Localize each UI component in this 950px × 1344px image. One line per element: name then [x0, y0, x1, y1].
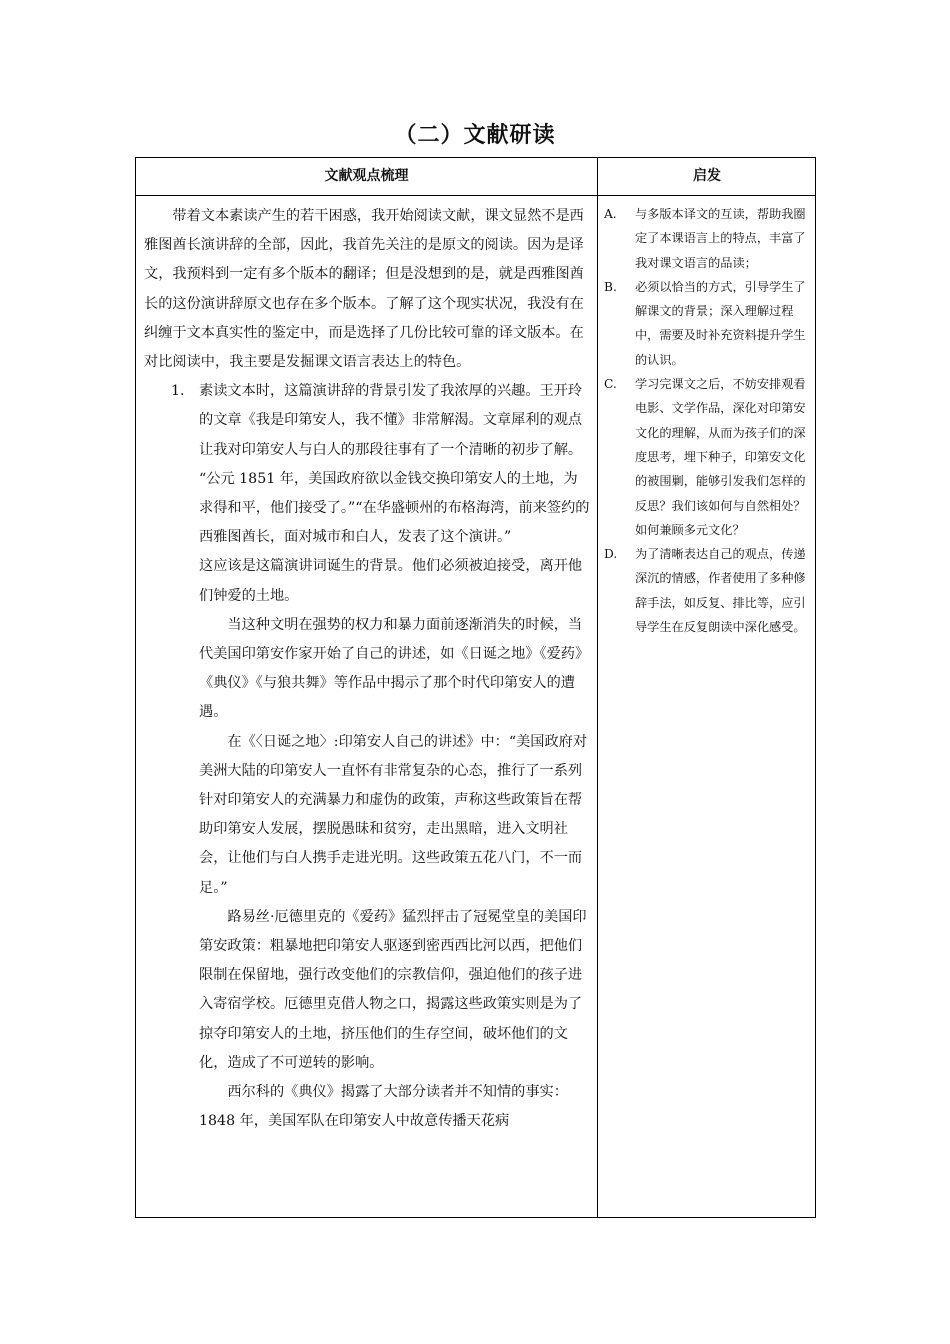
paragraph-works: 当这种文明在强势的权力和暴力面前逐渐消失的时候，当代美国印第安作家开始了自己的讲述，如《日诞之地》《爱药》《典仪》《与狼共舞》等作品中揭示了那个时代印第安人的遭遇。	[199, 616, 590, 721]
option-label: A.	[604, 207, 617, 221]
inspiration-cell	[604, 202, 814, 639]
option-label: C.	[604, 377, 617, 392]
option-text: 为了清晰表达自己的观点，传递深沉的情感，作者使用了多种修辞手法，如反复、排比等，应引导学生在反复朗读中深化感受。	[635, 547, 806, 635]
table-header-row	[136, 158, 815, 196]
option-label: D.	[604, 547, 618, 562]
option-text: 与多版本译文的互读，帮助我圈定了本课语言上的特点，丰富了我对课文语言的品读；	[635, 207, 806, 270]
background-comment: 这应该是这篇演讲词诞生的背景。他们必须被迫接受，离开他们钟爱的土地。	[199, 558, 583, 604]
paragraph-land-of-sunrise: 在《〈日诞之地〉:印第安人自己的讲述》中：“美国政府对美洲大陆的印第安人一直怀有非常复杂的心态，推行了一系列针对印第安人的充满暴力和虚伪的政策，声称这些政策旨在帮助印第安人发展，摆脱愚昧和贫穷，走出黑暗，进入文明社会，让他们与白人携手走进光明。这些政策五花八门，不一而足。”	[199, 733, 588, 896]
page-title: （二）文献研读	[394, 123, 556, 148]
option-d	[604, 542, 814, 639]
option-c	[604, 372, 814, 542]
header-literature-views: 文献观点梳理	[324, 168, 409, 184]
option-text: 学习完课文之后，不妨安排观看电影、文学作品，深化对印第安文化的理解，从而为孩子们的深度思考，埋下种子，印第安文化的被围剿，能够引发我们怎样的反思？我们该如何与自然相处？如何兼顾多元文化？	[635, 377, 806, 537]
option-b	[604, 275, 814, 372]
paragraph-ceremony: 西尔科的《典仪》揭露了大部分读者并不知情的事实：1848 年，美国军队在印第安人中故意传播天花病	[199, 1084, 568, 1130]
numbered-item-1	[144, 377, 590, 465]
literature-views-cell	[144, 202, 590, 1137]
header-inspiration: 启发	[693, 168, 721, 184]
option-label: B.	[604, 279, 617, 294]
column-divider	[597, 158, 598, 1217]
intro-paragraph: 带着文本素读产生的若干困惑，我开始阅读文献，课文显然不是西雅图酋长演讲辞的全部，因此，我首先关注的是原文的阅读。因为是译文，我预料到一定有多个版本的翻译；但是没想到的是，就是西雅图酋长的这份演讲辞原文也存在多个版本。了解了这个现实状况，我没有在纠缠于文本真实性的鉴定中，而是选择了几份比较可靠的译文版本。在对比阅读中，我主要是发掘课文语言表达上的特色。	[144, 208, 584, 371]
literature-table	[135, 157, 816, 1218]
background-quote: “公元 1851 年，美国政府欲以金钱交换印第安人的土地，为求得和平，他们接受了。”“在华盛顿州的布格海湾，前来签约的西雅图酋长，面对城市和白人，发表了这个演讲。”	[199, 470, 590, 546]
option-text: 必须以恰当的方式，引导学生了解课文的背景；深入理解过程中，需要及时补充资料提升学生的认识。	[635, 279, 806, 367]
item-number: 1.	[171, 383, 185, 400]
item-text: 素读文本时，这篇演讲辞的背景引发了我浓厚的兴趣。王开玲的文章《我是印第安人，我不懂》非常解渴。文章犀利的观点让我对印第安人与白人的那段往事有了一个清晰的初步了解。	[199, 383, 583, 458]
paragraph-love-medicine: 路易丝·厄德里克的《爱药》猛烈抨击了冠冕堂皇的美国印第安政策：粗暴地把印第安人驱逐到密西西比河以西，把他们限制在保留地，强行改变他们的宗教信仰，强迫他们的孩子进入寄宿学校。厄德里克借人物之口，揭露这些政策实则是为了掠夺印第安人的土地，挤压他们的生存空间，破坏他们的文化，造成了不可逆转的影响。	[199, 908, 587, 1071]
option-a	[604, 202, 814, 275]
